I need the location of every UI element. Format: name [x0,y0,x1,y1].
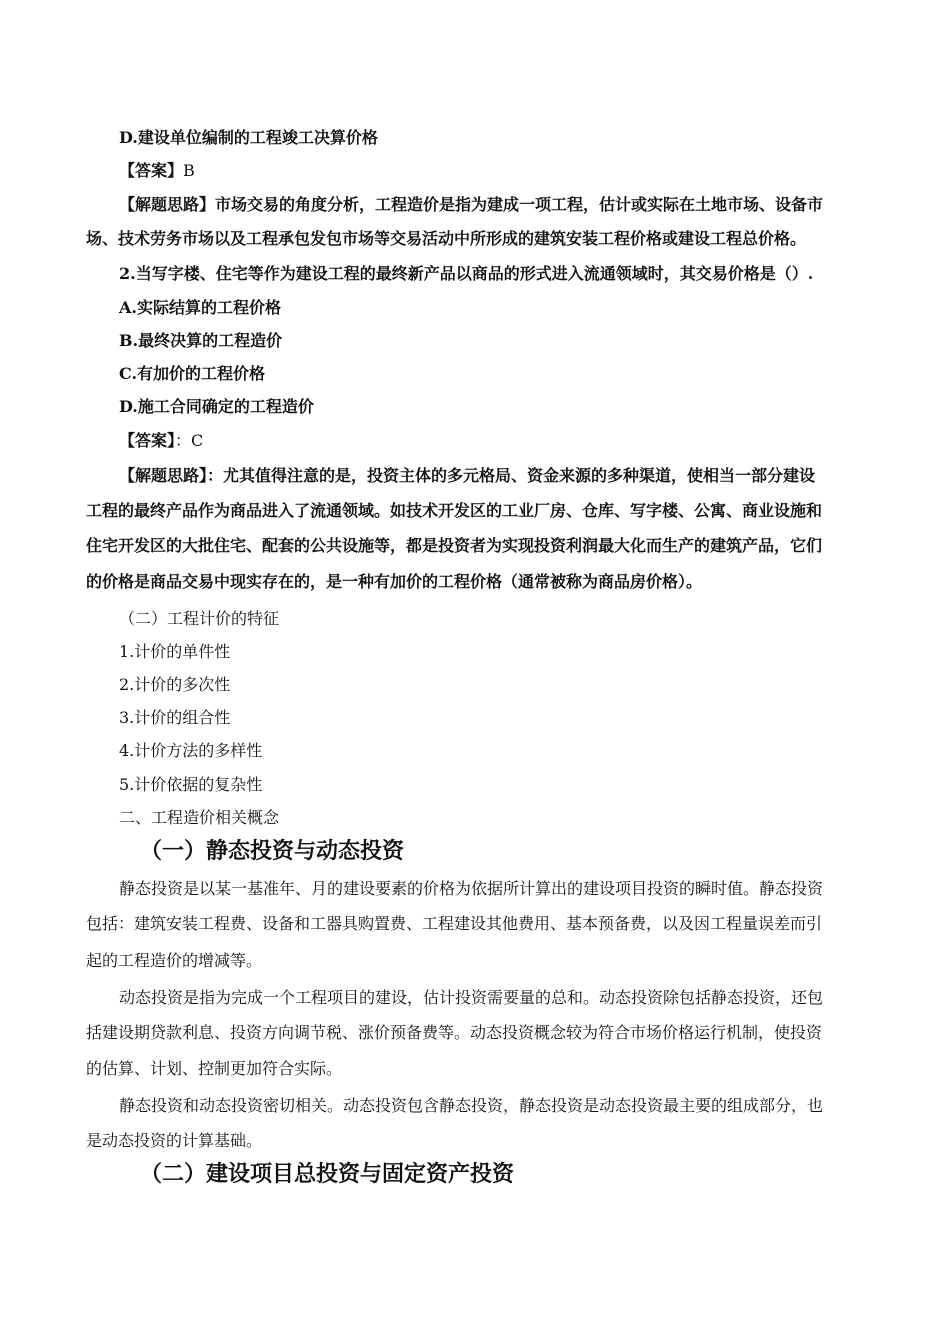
q2-option-d: D.施工合同确定的工程造价 [119,397,314,416]
analysis-text: 市场交易的角度分析，工程造价是指为建成一项工程，估计或实际在土地市场、设备市 [215,195,824,214]
paragraph-1-line-3: 起的工程造价的增减等。 [86,951,263,970]
analysis-label: 【解题思路】 [119,195,216,214]
paragraph-1-line-1: 静态投资是以某一基准年、月的建设要素的价格为依据所计算出的建设项目投资的瞬时值。静态投资 [119,879,824,898]
q1-analysis-line-2: 场、技术劳务市场以及工程承包发包市场等交易活动中所形成的建筑安装工程价格或建设工程总价格。 [86,229,807,248]
q2-analysis-line-4: 的价格是商品交易中现实存在的，是一种有加价的工程价格（通常被称为商品房价格）。 [86,572,703,591]
q2-analysis-line-1 [119,466,815,486]
analysis-text: ：尤其值得注意的是，投资主体的多元格局、资金来源的多种渠道，使相当一部分建设 [207,466,816,485]
paragraph-3-line-2: 是动态投资的计算基础。 [86,1131,263,1150]
q1-analysis-line-1 [119,195,823,215]
q1-answer [119,161,195,181]
paragraph-2-line-1: 动态投资是指为完成一个工程项目的建设，估计投资需要量的总和。动态投资除包括静态投资，还包 [119,988,824,1007]
q2-option-b: B.最终决算的工程造价 [119,331,283,350]
answer-value: B [183,161,195,180]
q1-option-d: D.建设单位编制的工程竣工决算价格 [119,128,378,147]
subsection-total-investment-heading: （二）建设项目总投资与固定资产投资 [140,1161,515,1187]
q2-question: 2.当写字楼、住宅等作为建设工程的最终新产品以商品的形式进入流通领域时，其交易价格是（）. [119,264,814,283]
answer-label: 【答案】 [119,161,184,180]
q2-option-a: A.实际结算的工程价格 [119,298,281,317]
subsection-static-dynamic-heading: （一）静态投资与动态投资 [140,838,405,864]
analysis-label: 【解题思路】 [119,466,208,485]
q2-option-c: C.有加价的工程价格 [119,364,266,383]
feature-item: 4.计价方法的多样性 [119,741,263,760]
paragraph-2-line-2: 括建设期贷款利息、投资方向调节税、涨价预备费等。动态投资概念较为符合市场价格运行机制，使投资 [86,1023,823,1042]
feature-item: 2.计价的多次性 [119,675,231,694]
answer-value: ：C [175,431,204,450]
q2-answer [119,431,203,451]
paragraph-3-line-1: 静态投资和动态投资密切相关。动态投资包含静态投资，静态投资是动态投资最主要的组成部分，也 [119,1096,824,1115]
answer-label: 【答案】 [119,431,176,450]
feature-item: 3.计价的组合性 [119,708,231,727]
paragraph-2-line-3: 的估算、计划、控制更加符合实际。 [86,1059,343,1078]
features-heading: （二）工程计价的特征 [119,609,280,628]
q2-analysis-line-2: 工程的最终产品作为商品进入了流通领域。如技术开发区的工业厂房、仓库、写字楼、公寓、商业设施和 [86,501,823,520]
feature-item: 1.计价的单件性 [119,642,231,661]
section-2-heading: 二、工程造价相关概念 [119,808,280,827]
feature-item: 5.计价依据的复杂性 [119,775,263,794]
paragraph-1-line-2: 包括：建筑安装工程费、设备和工器具购置费、工程建设其他费用、基本预备费，以及因工程量误差而引 [86,914,823,933]
q2-analysis-line-3: 住宅开发区的大批住宅、配套的公共设施等，都是投资者为实现投资利润最大化而生产的建筑产品，它们 [86,536,823,555]
